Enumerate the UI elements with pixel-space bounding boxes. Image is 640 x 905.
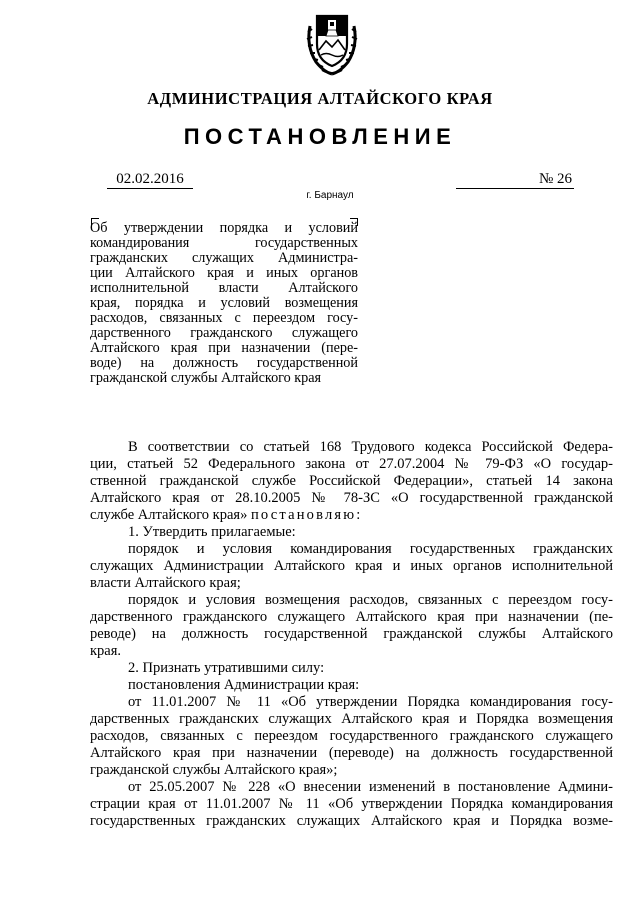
- subject-line: воде) на должность государственной: [90, 355, 358, 371]
- item-heading: 1. Утвердить прилагаемые:: [128, 524, 296, 540]
- paragraph-line: от 11.01.2007 № 11 «Об утверждении Порядка командирования госу-: [128, 694, 613, 710]
- document-city: г. Барнаул: [306, 190, 354, 201]
- coat-of-arms-emblem: [302, 6, 362, 78]
- paragraph-line: гражданской службы Алтайского края»;: [90, 762, 338, 778]
- paragraph-line: постановления Администрации края:: [128, 677, 360, 693]
- subject-line: гражданских служащих Администра-: [90, 250, 358, 266]
- subject-line: исполнительной власти Алтайского: [90, 280, 358, 296]
- subject-line: гражданской службы Алтайского края: [90, 370, 322, 386]
- paragraph-line: В соответствии со статьей 168 Трудового кодекса Российской Федера-: [128, 439, 613, 455]
- subject-line: дарственного гражданского служащего: [90, 325, 358, 341]
- paragraph-line: реводе) на должность государственной гражданской службы Алтайского: [90, 626, 613, 642]
- paragraph-line: ственной гражданской службе Российской Федерации», статьей 14 закона: [90, 473, 613, 489]
- subject-line: командирования государственных: [90, 235, 358, 251]
- paragraph-line: власти Алтайского края;: [90, 575, 241, 591]
- document-type-title: ПОСТАНОВЛЕНИЕ: [183, 124, 457, 149]
- subject-line: ции Алтайского края и иных органов: [90, 265, 358, 281]
- paragraph-line: края.: [90, 643, 122, 659]
- paragraph-line: от 25.05.2007 № 228 «О внесении изменений в постановление Админи-: [128, 779, 613, 795]
- paragraph-line: порядок и условия командирования государственных гражданских: [128, 541, 613, 557]
- document-subject: [90, 221, 358, 386]
- paragraph-line: [90, 507, 613, 524]
- document-date: 02.02.2016: [107, 171, 193, 189]
- subject-line: Алтайского края при назначении (пере-: [90, 340, 358, 356]
- subject-line: края, порядка и условий возмещения: [90, 295, 358, 311]
- paragraph-fragment: службе Алтайского края»: [90, 507, 248, 523]
- document-body: [90, 439, 613, 830]
- paragraph-line: дарственного гражданского служащего Алтайского края при назначении (пе-: [90, 609, 613, 625]
- paragraph-line: служащих Администрации Алтайского края и иных органов исполнительной: [90, 558, 613, 574]
- subject-line: Об утверждении порядка и условий: [90, 220, 358, 236]
- item-heading: 2. Признать утратившими силу:: [128, 660, 325, 676]
- paragraph-line: порядок и условия возмещения расходов, связанных с переездом госу-: [128, 592, 613, 608]
- decree-word: постановляю:: [250, 507, 363, 523]
- paragraph-line: ции, статьей 52 Федерального закона от 27.07.2004 № 79-ФЗ «О государ-: [90, 456, 613, 472]
- paragraph-line: государственных гражданских служащих Алтайского края и Порядка возме-: [90, 813, 613, 829]
- organization-name: АДМИНИСТРАЦИЯ АЛТАЙСКОГО КРАЯ: [147, 89, 493, 108]
- paragraph-line: страции края от 11.01.2007 № 11 «Об утверждении Порядка командирования: [90, 796, 613, 812]
- paragraph-line: Алтайского края от 28.10.2005 № 78-ЗС «О государственной гражданской: [90, 490, 613, 506]
- subject-line: расходов, связанных с переездом госу-: [90, 310, 358, 326]
- paragraph-line: Алтайского края при назначении (переводе) на должность государственной: [90, 745, 613, 761]
- paragraph-line: дарственных гражданских служащих Алтайского края и Порядка возмещения: [90, 711, 613, 727]
- paragraph-line: расходов, связанных с переездом государственного гражданского служащего: [90, 728, 613, 744]
- document-number: № 26: [456, 171, 574, 189]
